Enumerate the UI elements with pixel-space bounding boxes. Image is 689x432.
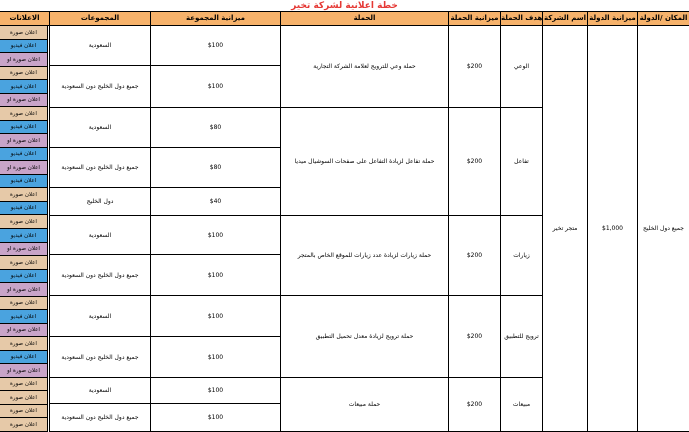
sheet-title: خطة اعلانية لشركة تخير bbox=[0, 0, 689, 12]
ad-cell: اعلان صورة او bbox=[0, 324, 48, 337]
group-name-cell: جميع دول الخليج دون السعودية bbox=[49, 148, 150, 188]
ad-cell: اعلان فيديو bbox=[0, 270, 48, 283]
company-name-cell: متجر تخير bbox=[542, 26, 587, 432]
group-budget-cell: $100 bbox=[150, 378, 280, 404]
campaign-budget-cell: $200 bbox=[448, 108, 500, 216]
group-budget-cell: $100 bbox=[150, 26, 280, 66]
ad-cell: اعلان فيديو bbox=[0, 310, 48, 324]
group-name-cell: جميع دول الخليج دون السعودية bbox=[49, 255, 150, 296]
ad-cell: اعلان فيديو bbox=[0, 351, 48, 364]
campaign-goal-cell: مبيعات bbox=[500, 378, 542, 432]
header-campaign-goal: هدف الحملة bbox=[500, 12, 542, 25]
ad-cell: اعلان صورة او bbox=[0, 53, 48, 67]
group-name-cell: دول الخليج bbox=[49, 188, 150, 216]
group-name-cell: جميع دول الخليج دون السعودية bbox=[49, 404, 150, 432]
ad-cell: اعلان صورة bbox=[0, 405, 48, 418]
campaign-budget-cell: $200 bbox=[448, 26, 500, 108]
group-budget-cell: $80 bbox=[150, 108, 280, 148]
group-budget-cell: $100 bbox=[150, 337, 280, 378]
country-location-cell: جميع دول الخليج bbox=[637, 26, 689, 432]
group-budget-cell: $80 bbox=[150, 148, 280, 188]
campaign-goal-cell: زيارات bbox=[500, 216, 542, 296]
group-budget-cell: $100 bbox=[150, 404, 280, 432]
group-name-cell: السعودية bbox=[49, 26, 150, 66]
ad-cell: اعلان صورة bbox=[0, 378, 48, 391]
group-budget-cell: $100 bbox=[150, 296, 280, 337]
ad-cell: اعلان صورة bbox=[0, 26, 48, 40]
ad-cell: اعلان صورة bbox=[0, 215, 48, 229]
header-campaign-budget: ميزانية الحملة bbox=[448, 12, 500, 25]
campaign-budget-cell: $200 bbox=[448, 378, 500, 432]
campaign-name-cell: حملة ترويج لزيادة معدل تحميل التطبيق bbox=[280, 296, 448, 378]
header-groups: المجموعات bbox=[49, 12, 150, 25]
ad-cell: اعلان صورة bbox=[0, 107, 48, 121]
header-campaign: الحملة bbox=[280, 12, 448, 25]
campaign-budget-cell: $200 bbox=[448, 296, 500, 378]
group-name-cell: السعودية bbox=[49, 216, 150, 255]
ad-cell: اعلان صورة او bbox=[0, 161, 48, 175]
group-name-cell: السعودية bbox=[49, 296, 150, 337]
ad-cell: اعلان صورة bbox=[0, 67, 48, 80]
group-name-cell: السعودية bbox=[49, 108, 150, 148]
ad-cell: اعلان صورة او bbox=[0, 94, 48, 107]
header-country-location: المكان /الدولة bbox=[637, 12, 689, 25]
campaign-goal-cell: الوعي bbox=[500, 26, 542, 108]
group-budget-cell: $40 bbox=[150, 188, 280, 216]
ad-cell: اعلان فيديو bbox=[0, 229, 48, 243]
ad-cell: اعلان صورة او bbox=[0, 283, 48, 297]
ad-cell: اعلان صورة او bbox=[0, 364, 48, 378]
ad-cell: اعلان صورة bbox=[0, 297, 48, 310]
ad-cell: اعلان صورة او bbox=[0, 243, 48, 256]
ad-cell: اعلان صورة bbox=[0, 337, 48, 351]
ad-cell: اعلان فيديو bbox=[0, 202, 48, 215]
group-budget-cell: $100 bbox=[150, 216, 280, 255]
country-budget-cell: $1,000 bbox=[587, 26, 637, 432]
campaign-name-cell: حملة تفاعل لزيادة التفاعل على صفحات السوشيال ميديا bbox=[280, 108, 448, 216]
ad-cell: اعلان صورة bbox=[0, 391, 48, 405]
header-group-budget: ميزانية المجموعة bbox=[150, 12, 280, 25]
ad-cell: اعلان صورة او bbox=[0, 134, 48, 148]
campaign-goal-cell: ترويج للتطبيق bbox=[500, 296, 542, 378]
group-budget-cell: $100 bbox=[150, 66, 280, 108]
group-budget-cell: $100 bbox=[150, 255, 280, 296]
header-ads: الاعلانات bbox=[9, 14, 40, 22]
ad-cell: اعلان صورة bbox=[0, 418, 48, 432]
campaign-name-cell: حملة زيارات لزيادة عدد زيارات للموقع الخاص بالمتجر bbox=[280, 216, 448, 296]
campaign-name-cell: حملة وعي للترويج لعلامة الشركة التجارية bbox=[280, 26, 448, 108]
campaign-goal-cell: تفاعل bbox=[500, 108, 542, 216]
ad-cell: اعلان صورة bbox=[0, 256, 48, 270]
header-country-budget: ميزانية الدولة bbox=[587, 12, 637, 25]
group-name-cell: السعودية bbox=[49, 378, 150, 404]
campaign-name-cell: حملة مبيعات bbox=[280, 378, 448, 432]
ad-cell: اعلان فيديو bbox=[0, 148, 48, 161]
ad-cell: اعلان فيديو bbox=[0, 80, 48, 94]
group-name-cell: جميع دول الخليج دون السعودية bbox=[49, 337, 150, 378]
campaign-budget-cell: $200 bbox=[448, 216, 500, 296]
header-company-name: اسم الشركة bbox=[542, 12, 587, 25]
ad-cell: اعلان فيديو bbox=[0, 40, 48, 53]
ad-cell: اعلان فيديو bbox=[0, 121, 48, 134]
header-row bbox=[0, 12, 689, 26]
ad-cell: اعلان فيديو bbox=[0, 175, 48, 188]
group-name-cell: جميع دول الخليج دون السعودية bbox=[49, 66, 150, 108]
ad-cell: اعلان صورة bbox=[0, 188, 48, 202]
